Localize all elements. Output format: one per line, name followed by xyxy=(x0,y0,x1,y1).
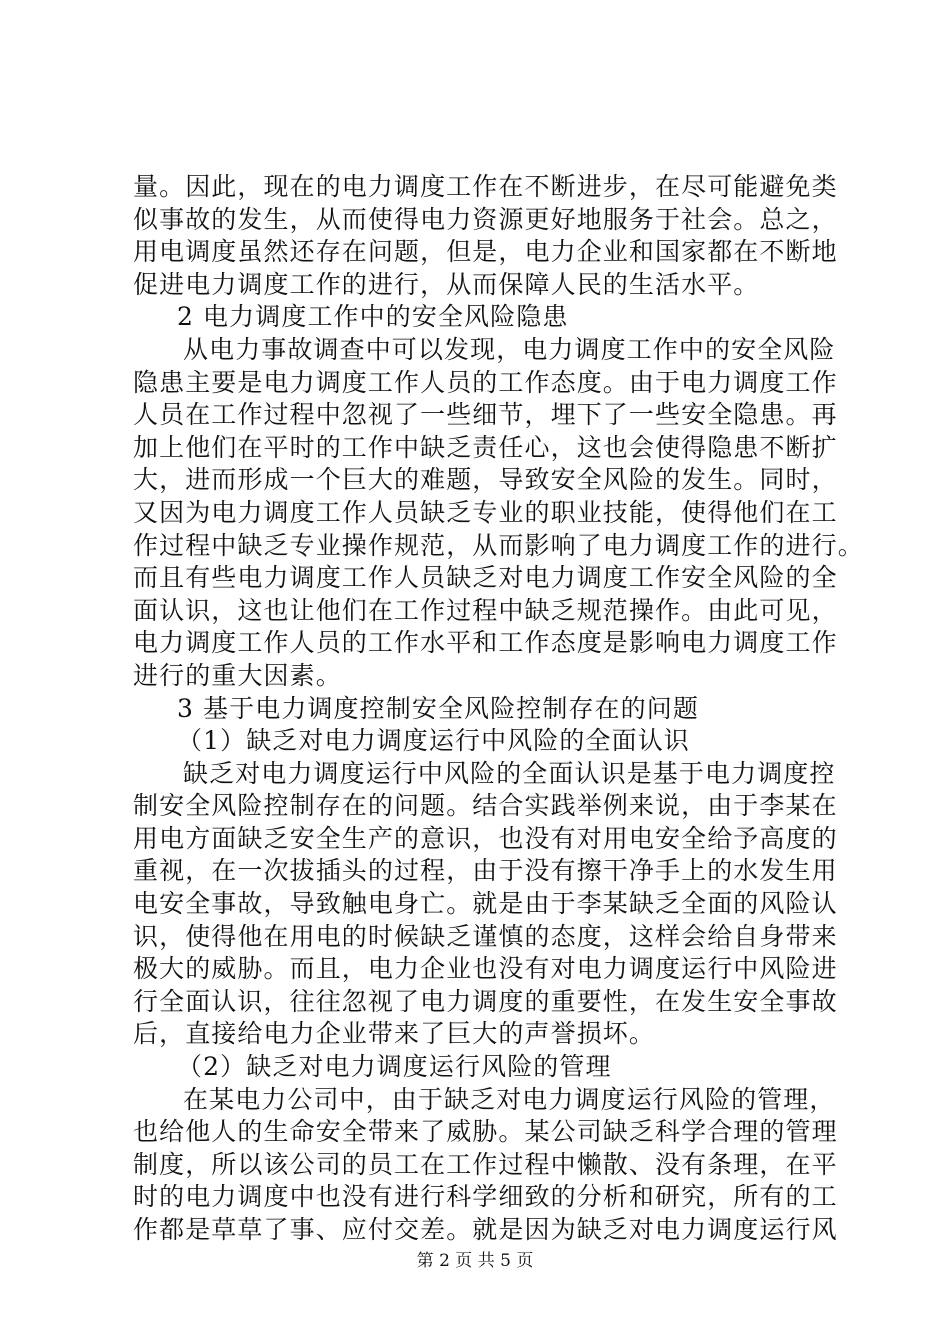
paragraph-line: 而且有些电力调度工作人员缺乏对电力调度工作安全风险的全 xyxy=(133,563,838,593)
paragraph-line: 制度，所以该公司的员工在工作过程中懒散、没有条理，在平 xyxy=(133,1149,838,1179)
document-body xyxy=(133,171,864,1247)
paragraph-line: 时的电力调度中也没有进行科学细致的分析和研究，所有的工 xyxy=(133,1182,838,1212)
paragraph-line: 电力调度工作人员的工作水平和工作态度是影响电力调度工作 xyxy=(133,628,838,658)
paragraph-line: 用电方面缺乏安全生产的意识，也没有对用电安全给予高度的 xyxy=(133,823,838,853)
paragraph-line: 量。因此，现在的电力调度工作在不断进步，在尽可能避免类 xyxy=(133,172,838,201)
page-footer: 第 2 页 共 5 页 xyxy=(416,1251,534,1271)
paragraph-line: 进行的重大因素。 xyxy=(133,660,342,690)
paragraph-line: 后，直接给电力企业带来了巨大的声誉损坏。 xyxy=(133,1019,656,1049)
paragraph-line: 加上他们在平时的工作中缺乏责任心，这也会使得隐患不断扩 xyxy=(133,432,838,462)
paragraph-line: 用电调度虽然还存在问题，但是，电力企业和国家都在不断地 xyxy=(133,237,838,267)
paragraph-line: 面认识，这也让他们在工作过程中缺乏规范操作。由此可见， xyxy=(133,595,838,625)
paragraph-line: 极大的威胁。而且，电力企业也没有对电力调度运行中风险进 xyxy=(133,954,838,984)
paragraph-line: 大，进而形成一个巨大的难题，导致安全风险的发生。同时， xyxy=(133,465,838,495)
paragraph-line: 又因为电力调度工作人员缺乏专业的职业技能，使得他们在工 xyxy=(133,497,838,527)
section-heading-line: （2）缺乏对电力调度运行风险的管理 xyxy=(177,1052,612,1082)
paragraph-line: 制安全风险控制存在的问题。结合实践举例来说，由于李某在 xyxy=(133,791,838,821)
paragraph-line: 从电力事故调查中可以发现，电力调度工作中的安全风险 xyxy=(183,334,836,364)
paragraph-line: 作过程中缺乏专业操作规范，从而影响了电力调度工作的进行。 xyxy=(133,530,864,560)
paragraph-line: 促进电力调度工作的进行，从而保障人民的生活水平。 xyxy=(133,269,760,299)
paragraph-line: 电安全事故，导致触电身亡。就是由于李某缺乏全面的风险认 xyxy=(133,889,838,919)
paragraph-line: 隐患主要是电力调度工作人员的工作态度。由于电力调度工作 xyxy=(133,367,838,397)
paragraph-line: 在某电力公司中，由于缺乏对电力调度运行风险的管理， xyxy=(183,1084,836,1114)
paragraph-line: 似事故的发生，从而使得电力资源更好地服务于社会。总之， xyxy=(133,204,838,234)
section-heading-line: 3 基于电力调度控制安全风险控制存在的问题 xyxy=(177,693,699,723)
section-heading-line: 2 电力调度工作中的安全风险隐患 xyxy=(177,302,569,332)
paragraph-line: 重视，在一次拔插头的过程，由于没有擦干净手上的水发生用 xyxy=(133,856,838,886)
paragraph-line: 也给他人的生命安全带来了威胁。某公司缺乏科学合理的管理 xyxy=(133,1117,838,1147)
paragraph-line: 缺乏对电力调度运行中风险的全面认识是基于电力调度控 xyxy=(183,758,836,788)
paragraph-line: 识，使得他在用电的时候缺乏谨慎的态度，这样会给自身带来 xyxy=(133,921,838,951)
section-heading-line: （1）缺乏对电力调度运行中风险的全面认识 xyxy=(177,726,690,756)
paragraph-line: 人员在工作过程中忽视了一些细节，埋下了一些安全隐患。再 xyxy=(133,400,838,430)
paragraph-line: 作都是草草了事、应付交差。就是因为缺乏对电力调度运行风 xyxy=(133,1215,838,1244)
paragraph-line: 行全面认识，往往忽视了电力调度的重要性，在发生安全事故 xyxy=(133,986,838,1016)
